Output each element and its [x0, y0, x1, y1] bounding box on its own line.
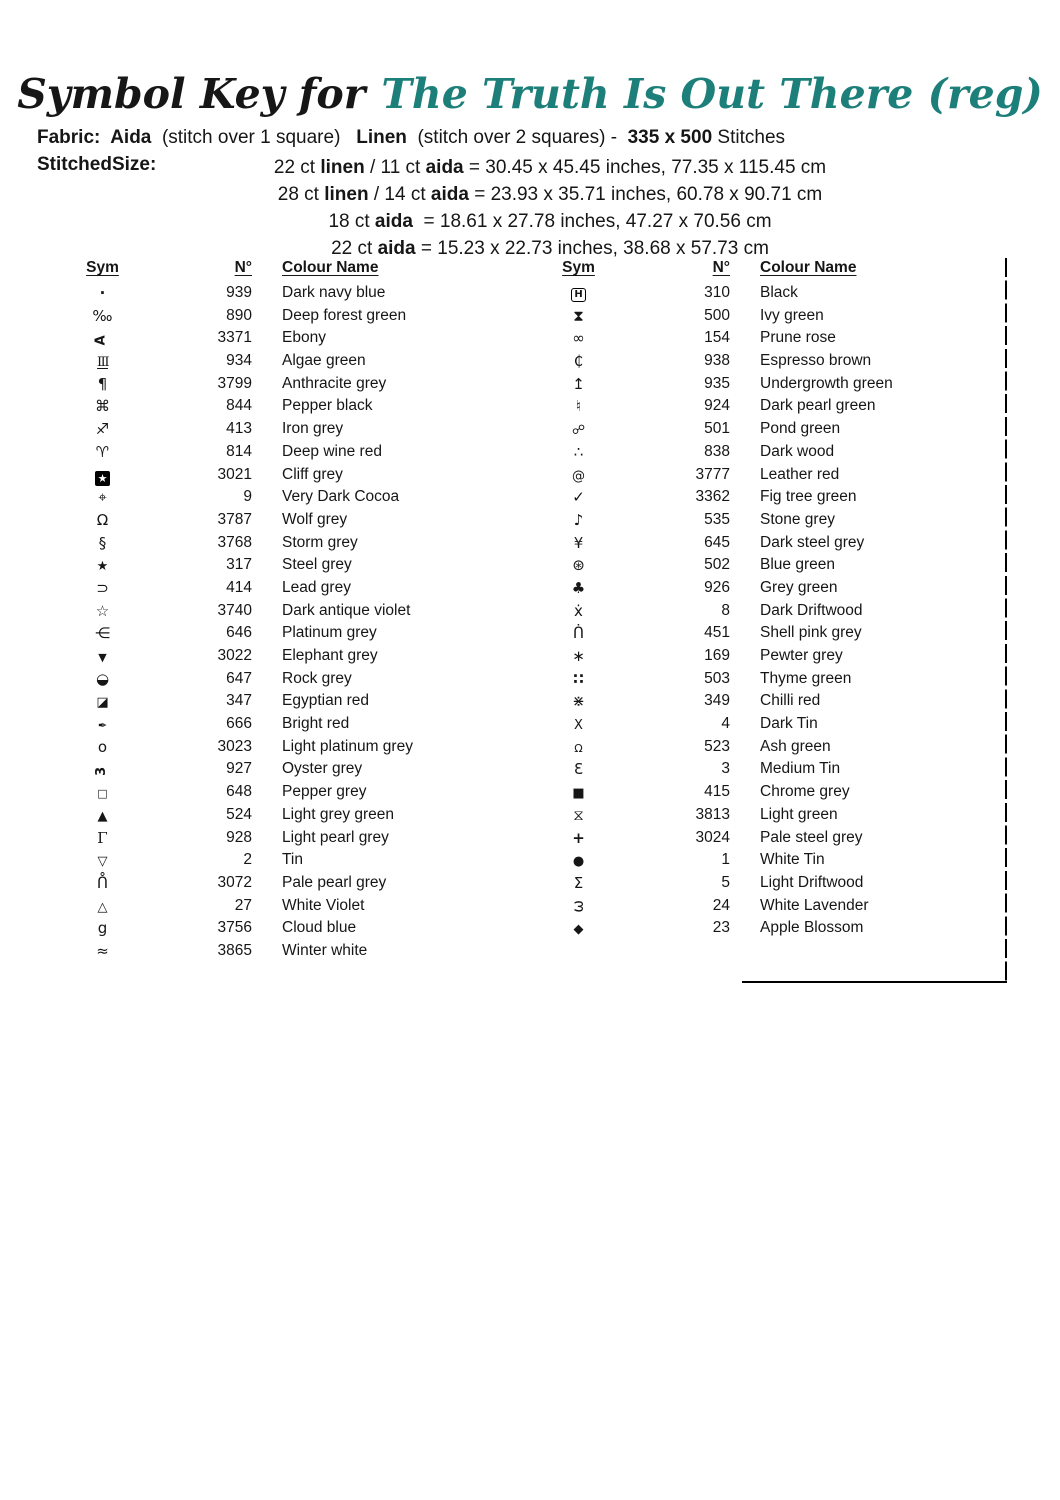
- floss-number: 2: [243, 851, 252, 869]
- key-row: [536, 917, 1010, 940]
- stitch-symbol-icon: §: [98, 533, 107, 552]
- colour-name: Blue green: [760, 556, 835, 574]
- floss-number: 939: [226, 284, 252, 301]
- key-row: [536, 418, 1010, 441]
- stitch-symbol-icon: Ɛ: [573, 760, 584, 779]
- stitch-symbol-icon: III: [97, 355, 108, 371]
- floss-number: 524: [226, 805, 252, 823]
- key-row: [60, 690, 520, 713]
- colour-name: Thyme green: [760, 669, 852, 687]
- floss-number: 414: [226, 578, 252, 596]
- stitch-symbol-icon: ẋ: [574, 601, 583, 620]
- floss-number: 500: [704, 306, 730, 324]
- stitch-symbol-icon: ↥: [572, 374, 585, 393]
- key-row: [536, 713, 1010, 736]
- colour-name: Lead grey: [282, 578, 351, 596]
- key-row: [60, 350, 520, 373]
- colour-name: Dark Driftwood: [760, 601, 863, 619]
- stitch-symbol-icon: ▲: [97, 808, 108, 824]
- key-row: [60, 804, 520, 827]
- colour-name: Undergrowth green: [760, 374, 893, 392]
- floss-number: 8: [721, 601, 730, 619]
- key-row: [60, 940, 520, 963]
- colour-name: Chrome grey: [760, 783, 850, 801]
- key-row: [60, 532, 520, 555]
- colour-name: Dark steel grey: [760, 533, 865, 551]
- colour-name: Bright red: [282, 715, 350, 733]
- key-row: [536, 645, 1010, 668]
- colour-name: Prune rose: [760, 329, 836, 347]
- colour-name: Iron grey: [282, 420, 344, 438]
- floss-number: 535: [704, 510, 730, 528]
- title-pattern-name: The Truth Is Out There (reg): [381, 70, 1043, 118]
- floss-number: 310: [704, 284, 730, 301]
- size-line: 18 ct aida = 18.61 x 27.78 inches, 47.27 x 70.56 cm: [328, 211, 772, 232]
- key-rows-right: [536, 282, 1010, 940]
- colour-name: Storm grey: [282, 533, 358, 551]
- colour-name: Pond green: [760, 420, 841, 438]
- title-prefix: Symbol Key for: [17, 70, 366, 118]
- header-number: N°: [234, 259, 252, 276]
- key-row: [60, 872, 520, 895]
- stitch-symbol-icon: H: [536, 282, 621, 305]
- floss-number: 935: [704, 374, 730, 392]
- floss-number: 647: [226, 669, 252, 687]
- stitch-symbol-icon: ᑍ: [97, 873, 108, 892]
- stitch-symbol-icon: ∴: [573, 442, 584, 461]
- key-row: [536, 532, 1010, 555]
- colour-name: Ebony: [282, 329, 326, 347]
- stitch-symbol-icon: ¥: [573, 533, 584, 552]
- colour-name: Cliff grey: [282, 465, 343, 483]
- stitch-symbol-icon: +: [572, 828, 585, 847]
- key-row: [536, 441, 1010, 464]
- colour-name: Cloud blue: [282, 919, 357, 937]
- stitch-symbol-icon: ▼: [98, 651, 107, 664]
- floss-number: 349: [704, 692, 730, 710]
- floss-number: 523: [704, 737, 730, 755]
- stitch-symbol-icon: ⊃: [96, 578, 109, 597]
- stitch-symbol-icon: □: [97, 787, 108, 801]
- floss-number: 838: [704, 442, 730, 460]
- floss-number: 666: [226, 715, 252, 733]
- key-row: [536, 872, 1010, 895]
- floss-number: 27: [234, 896, 252, 914]
- floss-number: 9: [243, 488, 252, 506]
- key-row: [536, 668, 1010, 691]
- key-row: [536, 327, 1010, 350]
- floss-number: 347: [226, 692, 252, 710]
- floss-number: 648: [226, 783, 252, 801]
- stitch-symbol-icon: ◒: [95, 669, 110, 688]
- stitch-symbol-icon: Σ: [573, 873, 584, 892]
- header-sym: Sym: [86, 259, 119, 276]
- stitch-symbol-icon: o: [97, 737, 108, 756]
- key-row: [60, 781, 520, 804]
- colour-name: Dark antique violet: [282, 601, 411, 619]
- stitch-symbol-icon: Ω: [96, 510, 109, 529]
- stitch-symbol-icon: Ω: [574, 741, 583, 755]
- colour-name: Medium Tin: [760, 760, 841, 778]
- floss-number: 154: [704, 329, 730, 347]
- stitch-symbol-icon: A: [94, 335, 110, 346]
- colour-name: Rock grey: [282, 669, 352, 687]
- floss-number: 451: [704, 624, 730, 642]
- floss-number: 3756: [217, 919, 252, 937]
- floss-number: 4: [721, 715, 730, 733]
- floss-number: 3813: [695, 805, 730, 823]
- stitch-symbol-icon: ·: [99, 284, 106, 302]
- colour-name: Leather red: [760, 465, 840, 483]
- colour-name: White Violet: [282, 896, 365, 914]
- key-row: [60, 668, 520, 691]
- colour-name: Deep wine red: [282, 442, 382, 460]
- stitch-symbol-icon: Γ: [97, 828, 108, 847]
- colour-name: Grey green: [760, 578, 838, 596]
- stitch-symbol-icon: ★: [60, 464, 145, 487]
- key-row: [536, 282, 1010, 305]
- stitch-symbol-icon: ⌖: [98, 488, 107, 507]
- colour-name: Pewter grey: [760, 647, 843, 664]
- floss-number: 3787: [217, 510, 252, 528]
- stitch-symbol-icon: ◆: [573, 922, 584, 938]
- colour-name: Very Dark Cocoa: [282, 488, 400, 506]
- key-row: [536, 736, 1010, 759]
- key-row: [536, 895, 1010, 918]
- floss-number: 3023: [217, 737, 252, 755]
- key-row: [60, 895, 520, 918]
- floss-number: 3865: [217, 941, 252, 959]
- colour-name: Winter white: [282, 941, 368, 959]
- colour-name: Platinum grey: [282, 624, 377, 642]
- key-row: [60, 464, 520, 487]
- colour-name: White Lavender: [760, 896, 869, 914]
- floss-number: 844: [226, 397, 252, 415]
- key-row: [536, 486, 1010, 509]
- floss-number: 3024: [695, 828, 730, 846]
- colour-name: Pepper grey: [282, 783, 367, 801]
- floss-number: 927: [226, 760, 252, 778]
- stitched-size-lines: [160, 154, 940, 262]
- stitch-symbol-icon: ⧗: [573, 306, 584, 325]
- key-row: [536, 827, 1010, 850]
- colour-name: Pepper black: [282, 397, 373, 415]
- colour-name: Pale pearl grey: [282, 873, 387, 891]
- floss-number: 5: [721, 873, 730, 891]
- key-table-left-column: [60, 256, 520, 963]
- key-row: [60, 486, 520, 509]
- key-rows-left: [60, 282, 520, 963]
- table-right-border-dashed: [1005, 258, 1007, 982]
- colour-name: Dark pearl green: [760, 397, 876, 415]
- stitch-symbol-icon: ★: [96, 559, 109, 575]
- stitch-symbol-icon: ♮: [575, 397, 582, 416]
- key-row: [60, 418, 520, 441]
- key-table-right-column: [536, 256, 1010, 940]
- stitch-symbol-icon: ₵: [573, 352, 584, 371]
- key-row: [60, 327, 520, 350]
- header-colour-name: Colour Name: [760, 259, 857, 276]
- stitch-symbol-icon: ☆: [95, 601, 110, 620]
- key-row: [60, 827, 520, 850]
- key-row: [536, 395, 1010, 418]
- stitch-symbol-icon: g: [97, 919, 108, 938]
- floss-number: 3: [721, 760, 730, 778]
- colour-name: Ash green: [760, 737, 831, 755]
- colour-name: Oyster grey: [282, 760, 363, 778]
- key-row: [60, 395, 520, 418]
- key-row: [536, 600, 1010, 623]
- floss-number: 501: [704, 420, 730, 438]
- key-row: [60, 736, 520, 759]
- colour-name: Light platinum grey: [282, 737, 413, 755]
- floss-number: 924: [704, 397, 730, 415]
- stitch-symbol-icon: ◪: [96, 695, 109, 711]
- key-row: [536, 464, 1010, 487]
- floss-number: 3072: [217, 873, 252, 891]
- stitch-symbol-icon: ≈: [96, 941, 109, 960]
- colour-name: Apple Blossom: [760, 919, 864, 937]
- stitch-symbol-icon: ∞: [572, 329, 585, 348]
- stitch-symbol-icon: ♈: [95, 442, 110, 461]
- key-row: [60, 577, 520, 600]
- key-row: [60, 305, 520, 328]
- key-row: [536, 622, 1010, 645]
- table-bottom-border: [742, 981, 1007, 983]
- stitched-size-label: StitchedSize:: [37, 154, 157, 175]
- stitch-symbol-icon: △: [97, 899, 108, 915]
- key-row: [536, 804, 1010, 827]
- stitch-symbol-icon: ¶: [97, 374, 108, 393]
- colour-name: Chilli red: [760, 692, 821, 710]
- floss-number: 23: [712, 919, 730, 937]
- key-row: [60, 554, 520, 577]
- key-row: [60, 600, 520, 623]
- floss-number: 938: [704, 352, 730, 370]
- stitch-symbol-icon: ▽: [97, 854, 108, 870]
- colour-name: Dark wood: [760, 442, 835, 460]
- floss-number: 926: [704, 578, 730, 596]
- header-colour-name: Colour Name: [282, 259, 379, 276]
- key-row: [60, 282, 520, 305]
- floss-number: 415: [704, 783, 730, 801]
- key-row: [536, 577, 1010, 600]
- colour-name: Fig tree green: [760, 488, 857, 506]
- key-row: [60, 917, 520, 940]
- stitch-symbol-icon: 3: [94, 767, 110, 777]
- floss-number: 413: [226, 420, 252, 438]
- floss-number: 3362: [695, 488, 730, 506]
- colour-name: Light Driftwood: [760, 873, 864, 891]
- colour-name: Deep forest green: [282, 306, 407, 324]
- floss-number: 3371: [217, 329, 252, 347]
- floss-number: 646: [226, 624, 252, 642]
- colour-name: Shell pink grey: [760, 624, 862, 642]
- key-row: [536, 849, 1010, 872]
- key-table-header: [60, 256, 520, 282]
- floss-number: 3022: [217, 647, 252, 664]
- key-row: [60, 441, 520, 464]
- stitch-symbol-icon: ∷: [573, 669, 584, 688]
- stitch-symbol-icon: ⋇: [572, 692, 585, 711]
- floss-number: 934: [226, 352, 252, 370]
- floss-number: 502: [704, 556, 730, 574]
- size-line: 22 ct linen / 11 ct aida = 30.45 x 45.45 inches, 77.35 x 115.45 cm: [273, 157, 827, 178]
- colour-name: Wolf grey: [282, 510, 348, 528]
- key-row: [60, 622, 520, 645]
- stitch-symbol-icon: ●: [572, 854, 585, 870]
- stitch-symbol-icon: ⧖: [573, 805, 584, 824]
- floss-number: 503: [704, 669, 730, 687]
- key-row: [60, 758, 520, 781]
- stitch-symbol-icon: ⌘: [95, 397, 110, 416]
- key-row: [60, 849, 520, 872]
- colour-name: Ivy green: [760, 306, 824, 324]
- header-number: N°: [712, 259, 730, 276]
- colour-name: Elephant grey: [282, 647, 378, 664]
- floss-number: 317: [226, 556, 252, 574]
- stitch-symbol-icon: ■: [572, 786, 585, 802]
- stitch-symbol-icon: ♪: [573, 510, 584, 529]
- floss-number: 814: [226, 442, 252, 460]
- key-row: [60, 509, 520, 532]
- stitch-symbol-icon: ⊛: [572, 556, 585, 575]
- colour-name: Light grey green: [282, 805, 395, 823]
- key-row: [536, 554, 1010, 577]
- key-row: [536, 305, 1010, 328]
- colour-name: Dark Tin: [760, 715, 818, 733]
- stitch-symbol-icon: ⋲: [95, 624, 110, 643]
- stitch-symbol-icon: ☍: [571, 423, 586, 439]
- floss-number: 3740: [217, 601, 252, 619]
- colour-name: Anthracite grey: [282, 374, 387, 392]
- colour-name: Stone grey: [760, 510, 835, 528]
- size-line: 22 ct aida = 15.23 x 22.73 inches, 38.68 x 57.73 cm: [331, 238, 769, 259]
- key-row: [60, 373, 520, 396]
- colour-name: White Tin: [760, 851, 825, 869]
- stitch-symbol-icon: @: [572, 468, 585, 484]
- colour-name: Algae green: [282, 352, 366, 370]
- colour-name: Steel grey: [282, 556, 352, 574]
- key-row: [536, 690, 1010, 713]
- stitch-symbol-icon: ✓: [572, 488, 585, 507]
- floss-number: 1: [721, 851, 730, 869]
- floss-number: 3799: [217, 374, 252, 392]
- key-table-header: [536, 256, 1010, 282]
- colour-name: Pale steel grey: [760, 828, 863, 846]
- stitch-symbol-icon: ‰: [92, 306, 113, 325]
- stitch-symbol-icon: ♣: [571, 578, 586, 597]
- key-row: [536, 781, 1010, 804]
- colour-name: Tin: [282, 851, 303, 869]
- size-line: 28 ct linen / 14 ct aida = 23.93 x 35.71 inches, 60.78 x 90.71 cm: [277, 184, 823, 205]
- key-row: [60, 713, 520, 736]
- fabric-line: Fabric: Aida (stitch over 1 square) Linen (stitch over 2 squares) - 335 x 500 Stitches: [37, 127, 786, 148]
- key-row: [536, 373, 1010, 396]
- stitch-symbol-icon: X: [574, 718, 583, 734]
- floss-number: 928: [226, 828, 252, 846]
- header-sym: Sym: [562, 259, 595, 276]
- key-row: [536, 350, 1010, 373]
- stitch-symbol-icon: ♐: [95, 420, 110, 439]
- stitch-symbol-icon: ω: [569, 899, 588, 913]
- colour-name: Light pearl grey: [282, 828, 389, 846]
- floss-number: 645: [704, 533, 730, 551]
- key-row: [60, 645, 520, 668]
- page-title: [0, 70, 1060, 118]
- colour-name: Light green: [760, 805, 838, 823]
- floss-number: 3777: [695, 465, 730, 483]
- colour-name: Black: [760, 284, 798, 301]
- stitch-symbol-icon: ✒: [97, 719, 108, 733]
- stitch-symbol-icon: ᑏ: [573, 624, 584, 643]
- floss-number: 24: [712, 896, 730, 914]
- colour-name: Dark navy blue: [282, 284, 386, 301]
- floss-number: 3768: [217, 533, 252, 551]
- key-row: [536, 509, 1010, 532]
- floss-number: 890: [226, 306, 252, 324]
- floss-number: 169: [704, 647, 730, 664]
- key-row: [536, 758, 1010, 781]
- colour-name: Espresso brown: [760, 352, 872, 370]
- stitch-symbol-icon: ∗: [572, 647, 585, 665]
- floss-number: 3021: [217, 465, 252, 483]
- colour-name: Egyptian red: [282, 692, 370, 710]
